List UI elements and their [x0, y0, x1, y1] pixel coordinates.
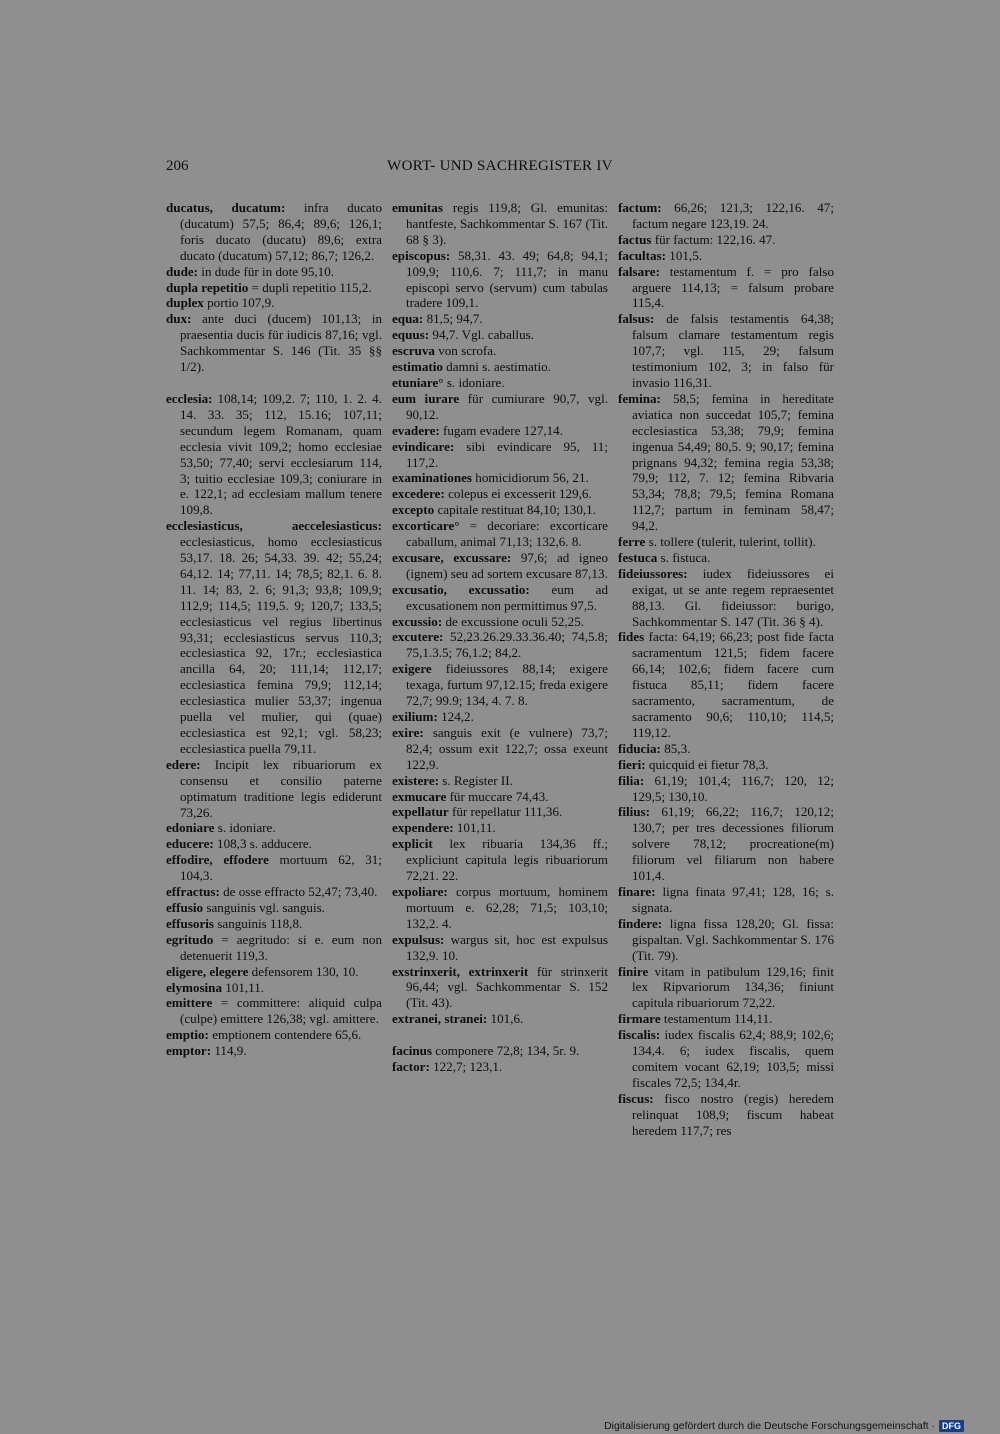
- index-entry: [392, 836, 608, 884]
- headword: existere:: [392, 772, 440, 788]
- entry-text: für cumiurare 90,7, vgl. 90,12.: [406, 390, 608, 422]
- headword: dupla repetitio: [166, 279, 249, 295]
- entry-text: 61,19; 101,4; 116,7; 120, 12; 129,5; 130,10.: [632, 772, 834, 804]
- entry-text: infra ducato (ducatum) 57,5; 86,4; 89,6; 126,1; foris ducato (ducatu) 89,6; extra ducato (ducatum) 57,12; 86,7; 126,2.: [180, 200, 382, 263]
- headword: evindicare:: [392, 438, 455, 454]
- headword: elymosina: [166, 979, 223, 995]
- headword: fieri:: [618, 756, 646, 772]
- entry-text: wargus sit, hoc est expulsus 132,9. 10.: [406, 931, 608, 963]
- index-entry: [618, 534, 834, 550]
- entry-text: corpus mortuum, hominem mortuum e. 62,28; 71,5; 103,10; 132,2. 4.: [406, 883, 608, 931]
- index-entry: [166, 964, 382, 980]
- index-entry: [392, 502, 608, 518]
- headword: excedere:: [392, 486, 445, 502]
- entry-text: emptionem contendere 65,6.: [208, 1027, 362, 1043]
- headword: educere:: [166, 836, 214, 852]
- index-entry: [392, 773, 608, 789]
- index-entry: [392, 248, 608, 312]
- entry-text: regis 119,8; Gl. emunitas: hantfeste, Sachkommentar S. 167 (Tit. 68 § 3).: [406, 200, 608, 247]
- index-entry: [618, 757, 834, 773]
- page-number: 206: [166, 158, 189, 174]
- headword: fiducia:: [618, 740, 661, 756]
- entry-text: 101,11.: [222, 979, 265, 995]
- index-entry: [618, 391, 834, 534]
- headword: fiscalis:: [618, 1027, 661, 1043]
- index-entry: [392, 327, 608, 343]
- headword: ecclesia:: [166, 390, 213, 406]
- entry-text: 61,19; 66,22; 116,7; 120,12; 130,7; per tres decessiones filiorum solvere 78,12; procreatione(m) filiorum vel filiarum non habere 101,4.: [632, 804, 834, 884]
- index-entry: [166, 295, 382, 311]
- headword: egritudo: [166, 931, 214, 947]
- headword: exstrinxerit, extrinxerit: [392, 963, 529, 979]
- index-entry: [166, 1043, 382, 1059]
- headword: excorticare°: [392, 518, 460, 534]
- headword: findere:: [618, 915, 663, 931]
- entry-text: testamentum 114,11.: [660, 1011, 773, 1027]
- entry-text: sanguinis vgl. sanguis.: [203, 899, 325, 915]
- index-entry: [392, 1059, 608, 1075]
- entry-text: 122,7; 123,1.: [429, 1059, 503, 1075]
- headword: emunitas: [392, 200, 443, 215]
- index-entry: [166, 391, 382, 518]
- index-entry: [618, 964, 834, 1012]
- index-entry: [618, 884, 834, 916]
- dfg-logo: DFG: [939, 1420, 964, 1432]
- headword: effodire, effodere: [166, 852, 269, 868]
- page-header: [166, 158, 834, 178]
- index-entry: [166, 757, 382, 821]
- index-entry: [166, 916, 382, 932]
- headword: evadere:: [392, 422, 440, 438]
- headword: ferre: [618, 534, 646, 550]
- headword: emptor:: [166, 1043, 212, 1059]
- entry-text: = decoriare: excorticare caballum, animal 71,13; 132,6. 8.: [406, 518, 608, 550]
- headword: escruva: [392, 343, 435, 359]
- headword: equus:: [392, 327, 430, 343]
- index-entry: [618, 629, 834, 740]
- headword: finare:: [618, 883, 656, 899]
- entry-text: testamentum f. = pro falso arguere 114,13; = falsum probare 115,4.: [632, 263, 834, 311]
- footer-text: Digitalisierung gefördert durch die Deutsche Forschungsgemeinschaft ·: [604, 1420, 935, 1432]
- headword: filia:: [618, 772, 645, 788]
- headword: expoliare:: [392, 883, 448, 899]
- headword: dude:: [166, 263, 199, 279]
- headword: fideiussores:: [618, 565, 688, 581]
- headword: filius:: [618, 804, 651, 820]
- headword: expulsus:: [392, 931, 445, 947]
- entry-text: eum ad excusationem non permittimus 97,5.: [406, 581, 608, 613]
- headword: facultas:: [618, 247, 667, 263]
- entry-text: fugam evadere 127,14.: [439, 422, 564, 438]
- index-entry: [618, 566, 834, 630]
- headword: finire: [618, 963, 649, 979]
- entry-text: colepus ei excesserit 129,6.: [444, 486, 592, 502]
- index-entry: [392, 486, 608, 502]
- index-entry: [618, 916, 834, 964]
- index-entry: [166, 995, 382, 1027]
- index-entry: [392, 423, 608, 439]
- entry-text: ante duci (ducem) 101,13; in praesentia ducis für iudicis 87,16; vgl. Sachkommentar S. 146 (Tit. 35 §§ 1/2).: [180, 311, 382, 375]
- entry-text: für strinxerit 96,44; vgl. Sachkommentar S. 152 (Tit. 43).: [406, 963, 608, 1011]
- entry-text: 101,5.: [666, 247, 703, 263]
- headword: expendere:: [392, 820, 454, 836]
- headword: eum iurare: [392, 390, 460, 406]
- index-entry: [166, 980, 382, 996]
- index-entry: [166, 200, 382, 264]
- headword: excusatio, excussatio:: [392, 581, 530, 597]
- index-entry: [618, 1091, 834, 1139]
- entry-text: = committere: aliquid culpa (culpe) emittere 126,38; vgl. amittere.: [180, 995, 382, 1027]
- entry-text: s. idoniare.: [443, 374, 505, 390]
- entry-text: portio 107,9.: [203, 295, 275, 311]
- index-entry: [392, 582, 608, 614]
- headword: duplex: [166, 295, 204, 311]
- entry-text: de excussione oculi 52,25.: [442, 613, 585, 629]
- entry-text: 94,7. Vgl. caballus.: [429, 327, 534, 343]
- index-entry: [392, 964, 608, 1012]
- headword: excussio:: [392, 613, 443, 629]
- entry-text: sibi evindicare 95, 11; 117,2.: [406, 438, 608, 470]
- entry-text: 124,2.: [437, 709, 474, 724]
- headword: fiscus:: [618, 1090, 654, 1106]
- entry-text: iudex fideiussores ei exigat, ut se ante regem repraesentet 88,13. Gl. fideiussor: burigo, Sachkommentar S. 147 (Tit. 36 § 4).: [632, 565, 834, 629]
- entry-text: s. fistuca.: [657, 549, 711, 565]
- entry-text: fisco nostro (regis) heredem relinquat 108,9; fiscum habeat heredem 117,7; res: [632, 1090, 834, 1138]
- headword: eligere, elegere: [166, 963, 249, 979]
- headword: edoniare: [166, 820, 215, 836]
- entry-text: facta: 64,19; 66,23; post fide facta sacramentum 121,5; fidem facere 66,14; 102,6; fidem facere cum fistuca 85,11; fidem facere sacramento, sacramentum, de sacramento 90,6; 110,10; 114,5; 119,12.: [632, 629, 834, 740]
- index-entry: [392, 884, 608, 932]
- entry-text: s. Register II.: [439, 772, 513, 788]
- headword: effusio: [166, 899, 204, 915]
- index-entry: [392, 439, 608, 471]
- entry-text: fideiussores 88,14; exigere texaga, furtum 97,12.15; freda exigere 72,7; 99.9; 134, 4. 7. 8.: [406, 661, 608, 709]
- entry-text: 108,14; 109,2. 7; 110, 1. 2. 4. 14. 33. 35; 112, 15.16; 107,11; secundum legem Romanam, quam ecclesia vivit 109,2; homo ecclesiae 53,50; 77,40; servi ecclesiarum 114, 3; tuitio ecclesiae 109,3; coniurare in e. 122,1; ad ecclesiam mallum tenere 109,8.: [180, 390, 382, 518]
- index-entry: [392, 661, 608, 709]
- entry-text: 97,6; ad igneo (ignem) seu ad sortem excusare 87,13.: [406, 549, 609, 581]
- index-entry: [166, 518, 382, 757]
- headword: festuca: [618, 549, 658, 565]
- headword: episcopus:: [392, 247, 451, 263]
- headword: ducatus, ducatum:: [166, 200, 286, 215]
- entry-text: sanguis exit (e vulnere) 73,7; 82,4; ossum exit 122,7; ossa exeunt 122,9.: [406, 724, 608, 772]
- index-entry: [618, 741, 834, 757]
- headword: estimatio: [392, 359, 443, 375]
- entry-text: lex ribuaria 134,36 ff.; expliciunt capitula legis ribuariorum 72,21. 22.: [406, 836, 608, 884]
- entry-text: von scrofa.: [434, 343, 497, 359]
- index-entry: [166, 932, 382, 964]
- index-entry: [392, 629, 608, 661]
- headword: effusoris: [166, 915, 215, 931]
- index-entry: [618, 1027, 834, 1091]
- entry-text: mortuum 62, 31; 104,3.: [180, 852, 382, 884]
- running-title: WORT- UND SACHREGISTER IV: [387, 158, 613, 174]
- entry-text: in dude für in dote 95,10.: [198, 263, 335, 279]
- entry-text: quicquid ei fietur 78,3.: [645, 756, 769, 772]
- index-entry: [392, 932, 608, 964]
- entry-text: homicidiorum 56, 21.: [472, 470, 589, 486]
- headword: edere:: [166, 756, 201, 772]
- entry-text: für repellatur 111,36.: [448, 804, 563, 820]
- headword: explicit: [392, 836, 433, 852]
- headword: excutere:: [392, 629, 444, 645]
- headword: falsus:: [618, 311, 655, 327]
- entry-text: Incipit lex ribuariorum ex consensu et consilio paterne optimatum traditione legis ediderunt 73,26.: [180, 756, 382, 820]
- headword: firmare: [618, 1011, 661, 1027]
- entry-text: = dupli repetitio 115,2.: [248, 279, 372, 295]
- entry-text: 101,11.: [453, 820, 496, 836]
- index-entry: [166, 1027, 382, 1043]
- headword: factor:: [392, 1059, 430, 1075]
- entry-text: vitam in patibulum 129,16; finit lex Ripvariorum 134,36; finiunt capitula ribuariorum 72,22.: [632, 963, 834, 1011]
- entry-text: capitale restituat 84,10; 130,1.: [434, 502, 596, 518]
- index-entry: [392, 820, 608, 836]
- index-entry: [392, 789, 608, 805]
- index-column-3: [618, 200, 834, 1138]
- entry-text: s. tollere (tulerit, tulerint, tollit).: [645, 534, 816, 550]
- headword: exire:: [392, 724, 424, 740]
- index-entry: [392, 709, 608, 725]
- index-entry: [392, 725, 608, 773]
- entry-text: damni s. aestimatio.: [442, 359, 551, 375]
- entry-text: 52,23.26.29.33.36.40; 74,5.8; 75,1.3.5; 76,1.2; 84,2.: [406, 629, 608, 661]
- footer-credit: [604, 1418, 964, 1434]
- entry-text: ligna fissa 128,20; Gl. fissa: gispaltan. Vgl. Sachkommentar S. 176 (Tit. 79).: [632, 915, 834, 963]
- index-entry: [392, 1011, 608, 1027]
- entry-text: de osse effracto 52,47; 73,40.: [219, 884, 378, 900]
- index-entry: [392, 518, 608, 550]
- index-column-2: [392, 200, 608, 1075]
- index-entry: [166, 836, 382, 852]
- index-entry: [392, 804, 608, 820]
- index-entry: [392, 391, 608, 423]
- headword: facinus: [392, 1043, 433, 1059]
- headword: ecclesiasticus, aeccelesiasticus:: [166, 518, 382, 534]
- entry-text: defensorem 130, 10.: [248, 963, 359, 979]
- headword: emittere: [166, 995, 213, 1011]
- index-entry: [392, 550, 608, 582]
- index-entry: [392, 614, 608, 630]
- index-entry: [618, 773, 834, 805]
- entry-text: 81,5; 94,7.: [423, 311, 483, 327]
- entry-text: 58,5; femina in hereditate aviatica non succedat 105,7; femina ecclesiastica 53,38; 79,9; femina ingenua 54,49; 80,5. 9; 90,17; femina prignans 94,32; femina regia 53,38; 79,9; 112, 7. 12; femina Ribvaria 53,34; 78,8; 79,5; femina Romana 112,7; partum in feminam 58,47; 94,2.: [632, 390, 834, 534]
- entry-text: sanguinis 118,8.: [214, 915, 303, 931]
- entry-text: 101,6.: [487, 1011, 524, 1027]
- headword: equa:: [392, 311, 424, 327]
- entry-text: für factum: 122,16. 47.: [651, 231, 776, 247]
- index-entry: [166, 900, 382, 916]
- headword: examinationes: [392, 470, 473, 486]
- entry-text: 108,3 s. adducere.: [213, 836, 312, 852]
- index-entry: [618, 264, 834, 312]
- index-entry: [618, 311, 834, 391]
- entry-text: 114,9.: [211, 1043, 247, 1059]
- headword: extranei, stranei:: [392, 1011, 488, 1027]
- index-entry: [392, 200, 608, 248]
- index-entry: [618, 232, 834, 248]
- headword: dux:: [166, 311, 192, 327]
- entry-text: 85,3.: [660, 740, 691, 756]
- headword: fides: [618, 629, 645, 645]
- headword: exilium:: [392, 709, 438, 724]
- index-entry: [166, 852, 382, 884]
- index-entry: [166, 820, 382, 836]
- index-entry: [392, 1043, 608, 1059]
- headword: emptio:: [166, 1027, 209, 1043]
- index-entry: [618, 804, 834, 884]
- index-column-1: [166, 200, 382, 1059]
- entry-text: ligna finata 97,41; 128, 16; s. signata.: [632, 883, 834, 915]
- entry-text: für muccare 74,43.: [446, 788, 549, 804]
- index-entry: [392, 311, 608, 327]
- entry-text: 58,31. 43. 49; 64,8; 94,1; 109,9; 110,6. 7; 111,7; in manu episcopi servo (servum) cum tabulas tradere 109,1.: [406, 247, 608, 311]
- headword: excepto: [392, 502, 435, 518]
- headword: factum:: [618, 200, 662, 215]
- index-entry: [392, 470, 608, 486]
- headword: etuniare°: [392, 374, 444, 390]
- index-entry: [618, 550, 834, 566]
- index-entry: [166, 311, 382, 375]
- headword: falsare:: [618, 263, 660, 279]
- headword: factus: [618, 231, 652, 247]
- entry-text: de falsis testamentis 64,38; falsum clamare testamentum regis 107,7; vgl. 115, 29; falsum testimonium 102, 3; in falso für invasio 116,31.: [632, 311, 834, 390]
- index-entry: [618, 248, 834, 264]
- headword: exigere: [392, 661, 432, 677]
- entry-text: componere 72,8; 134, 5r. 9.: [432, 1043, 580, 1059]
- headword: effractus:: [166, 884, 220, 900]
- entry-text: s. idoniare.: [214, 820, 276, 836]
- headword: expellatur: [392, 804, 449, 820]
- headword: exmucare: [392, 788, 447, 804]
- entry-text: iudex fiscalis 62,4; 88,9; 102,6; 134,4. 6; iudex fiscalis, quem comitem vocant 62,19; 103,5; missi fiscales 72,5; 134,4r.: [632, 1027, 834, 1090]
- index-entry: [166, 280, 382, 296]
- index-entry: [618, 1011, 834, 1027]
- index-entry: [166, 884, 382, 900]
- index-entry: [618, 200, 834, 232]
- index-entry: [392, 375, 608, 391]
- entry-text: ecclesiasticus, homo ecclesiasticus 53,17. 18. 26; 54,33. 39. 42; 55,24; 64,12. 14; 77,11. 14; 78,5; 82,1. 6. 8. 11. 14; 83, 2. 6; 91,3; 93,8; 109,9; 112,9; 114,5; 119,5. 9; 120,7; 133,5; ecclesiasticus vel regius libertinus 93,31; ecclesiasticus servus 110,3; ecclesiastica 92, 17r.; ecclesiastica ancilla 64, 20; 111,14; 112,17; ecclesiastica femina 79,9; 112,14; ecclesiastica mulier 53,37; ingenua puella vel mulier, qui (quae) ecclesiastica est 92,1; vgl. 58,23; ecclesiastica puella 79,11.: [180, 534, 382, 756]
- headword: excusare, excussare:: [392, 549, 512, 565]
- headword: femina:: [618, 390, 661, 406]
- entry-text: 66,26; 121,3; 122,16. 47; factum negare 123,19. 24.: [632, 200, 834, 231]
- index-entry: [166, 264, 382, 280]
- index-entry: [392, 343, 608, 359]
- entry-text: = aegritudo: si e. eum non detenuerit 119,3.: [180, 931, 382, 963]
- index-entry: [392, 359, 608, 375]
